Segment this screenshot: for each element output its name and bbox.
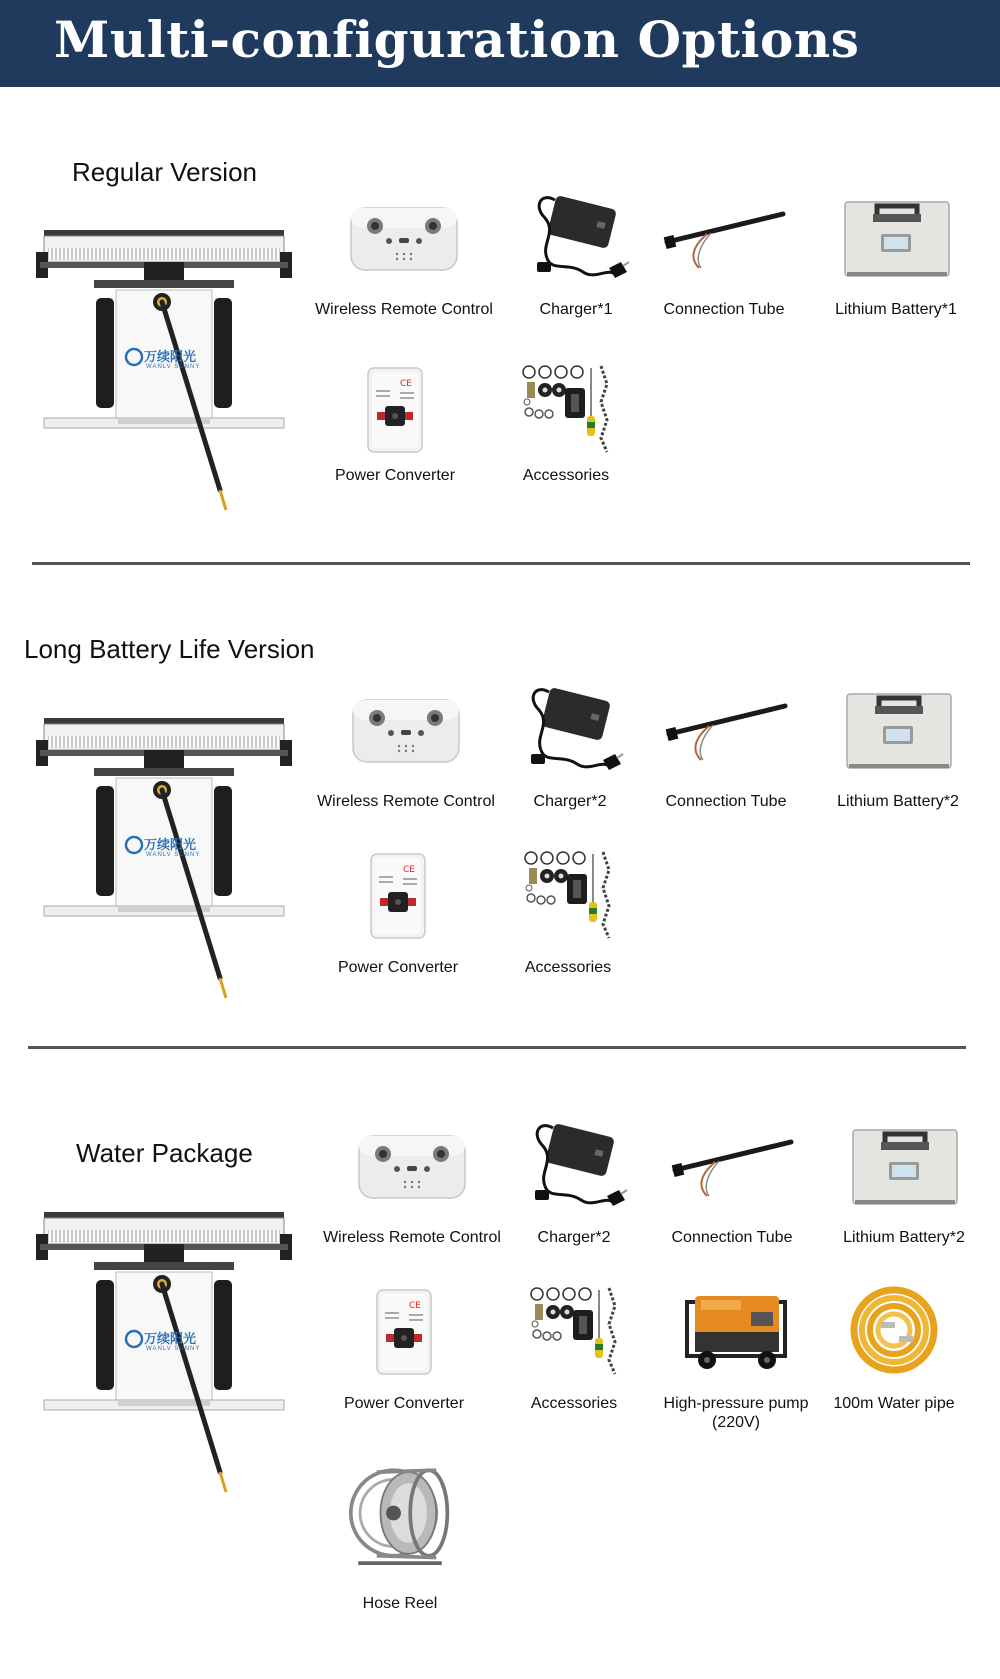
item-lithium-battery — [806, 188, 986, 319]
section-divider — [28, 1046, 966, 1049]
item-power-converter — [308, 846, 488, 977]
item-label: Hose Reel — [362, 1595, 438, 1612]
item-connection-tube — [642, 1116, 822, 1247]
pressure-pump-icon — [671, 1282, 801, 1382]
item-charger — [484, 1116, 664, 1247]
item-lithium-battery — [808, 680, 988, 811]
item-lithium-battery — [814, 1116, 994, 1247]
item-label: Wireless Remote Control — [317, 793, 495, 810]
item-label: Accessories — [524, 959, 612, 976]
machine-image-water-package — [34, 1204, 294, 1494]
item-label: High-pressure pump — [663, 1395, 809, 1412]
item-label-sub: (220V) — [711, 1414, 761, 1431]
connection-tube-icon — [667, 1116, 797, 1216]
hose-reel-icon — [335, 1448, 465, 1578]
item-label: Lithium Battery*2 — [837, 793, 959, 810]
item-high-pressure-pump — [646, 1282, 826, 1432]
item-power-converter — [314, 1282, 494, 1413]
lithium-battery-icon — [839, 1116, 969, 1216]
remote-control-icon — [341, 680, 471, 780]
brand-logo-text: 万续阳光 — [144, 837, 197, 852]
lithium-battery-icon — [833, 680, 963, 780]
charger-icon — [511, 188, 641, 288]
machine-image-regular — [34, 222, 294, 512]
item-power-converter — [305, 360, 485, 485]
item-connection-tube — [636, 680, 816, 811]
item-label: Wireless Remote Control — [315, 301, 493, 318]
item-label: Connection Tube — [665, 793, 787, 810]
item-label: Charger*1 — [539, 301, 613, 318]
item-label: Connection Tube — [671, 1229, 793, 1246]
item-label: Lithium Battery*1 — [835, 301, 957, 318]
section-divider — [32, 562, 970, 565]
item-wireless-remote — [316, 680, 496, 811]
brand-logo-text: 万续阳光 — [144, 1331, 197, 1346]
item-label: Accessories — [522, 467, 610, 484]
page-title: Multi-configuration Options — [54, 10, 860, 69]
item-accessories — [478, 846, 658, 977]
section-title-water-package: Water Package — [76, 1138, 253, 1168]
power-converter-icon — [339, 1282, 469, 1382]
remote-control-icon — [347, 1116, 477, 1216]
item-label: Charger*2 — [533, 793, 607, 810]
accessories-icon — [501, 360, 631, 460]
charger-icon — [509, 1116, 639, 1216]
item-label: Connection Tube — [663, 301, 785, 318]
item-hose-reel — [310, 1448, 490, 1613]
remote-control-icon — [339, 188, 469, 288]
charger-icon — [505, 680, 635, 780]
power-converter-icon — [333, 846, 463, 946]
item-label: Lithium Battery*2 — [843, 1229, 965, 1246]
brand-logo-subtext: WANLV SUNNY — [146, 1346, 201, 1352]
brand-logo-subtext: WANLV SUNNY — [146, 852, 201, 858]
item-label: Charger*2 — [537, 1229, 611, 1246]
brand-logo-subtext: WANLV SUNNY — [146, 364, 201, 370]
item-label: Wireless Remote Control — [323, 1229, 501, 1246]
power-converter-icon — [330, 360, 460, 460]
item-water-pipe — [804, 1282, 984, 1413]
item-wireless-remote — [314, 188, 494, 319]
machine-image-long-battery — [34, 710, 294, 1000]
accessories-icon — [503, 846, 633, 946]
item-connection-tube — [634, 188, 814, 319]
connection-tube-icon — [659, 188, 789, 288]
item-label: 100m Water pipe — [833, 1395, 955, 1412]
item-label: Power Converter — [343, 1395, 465, 1412]
accessories-icon — [509, 1282, 639, 1382]
item-wireless-remote — [322, 1116, 502, 1247]
item-charger — [480, 680, 660, 811]
connection-tube-icon — [661, 680, 791, 780]
item-label: Power Converter — [334, 467, 456, 484]
lithium-battery-icon — [831, 188, 961, 288]
section-title-regular: Regular Version — [72, 157, 257, 187]
item-accessories — [484, 1282, 664, 1413]
brand-logo-text: 万续阳光 — [144, 349, 197, 364]
water-pipe-icon — [829, 1282, 959, 1382]
item-accessories — [476, 360, 656, 485]
item-label: Power Converter — [337, 959, 459, 976]
item-label: Accessories — [530, 1395, 618, 1412]
section-title-long-battery: Long Battery Life Version — [24, 634, 315, 664]
header-banner — [0, 0, 1000, 87]
